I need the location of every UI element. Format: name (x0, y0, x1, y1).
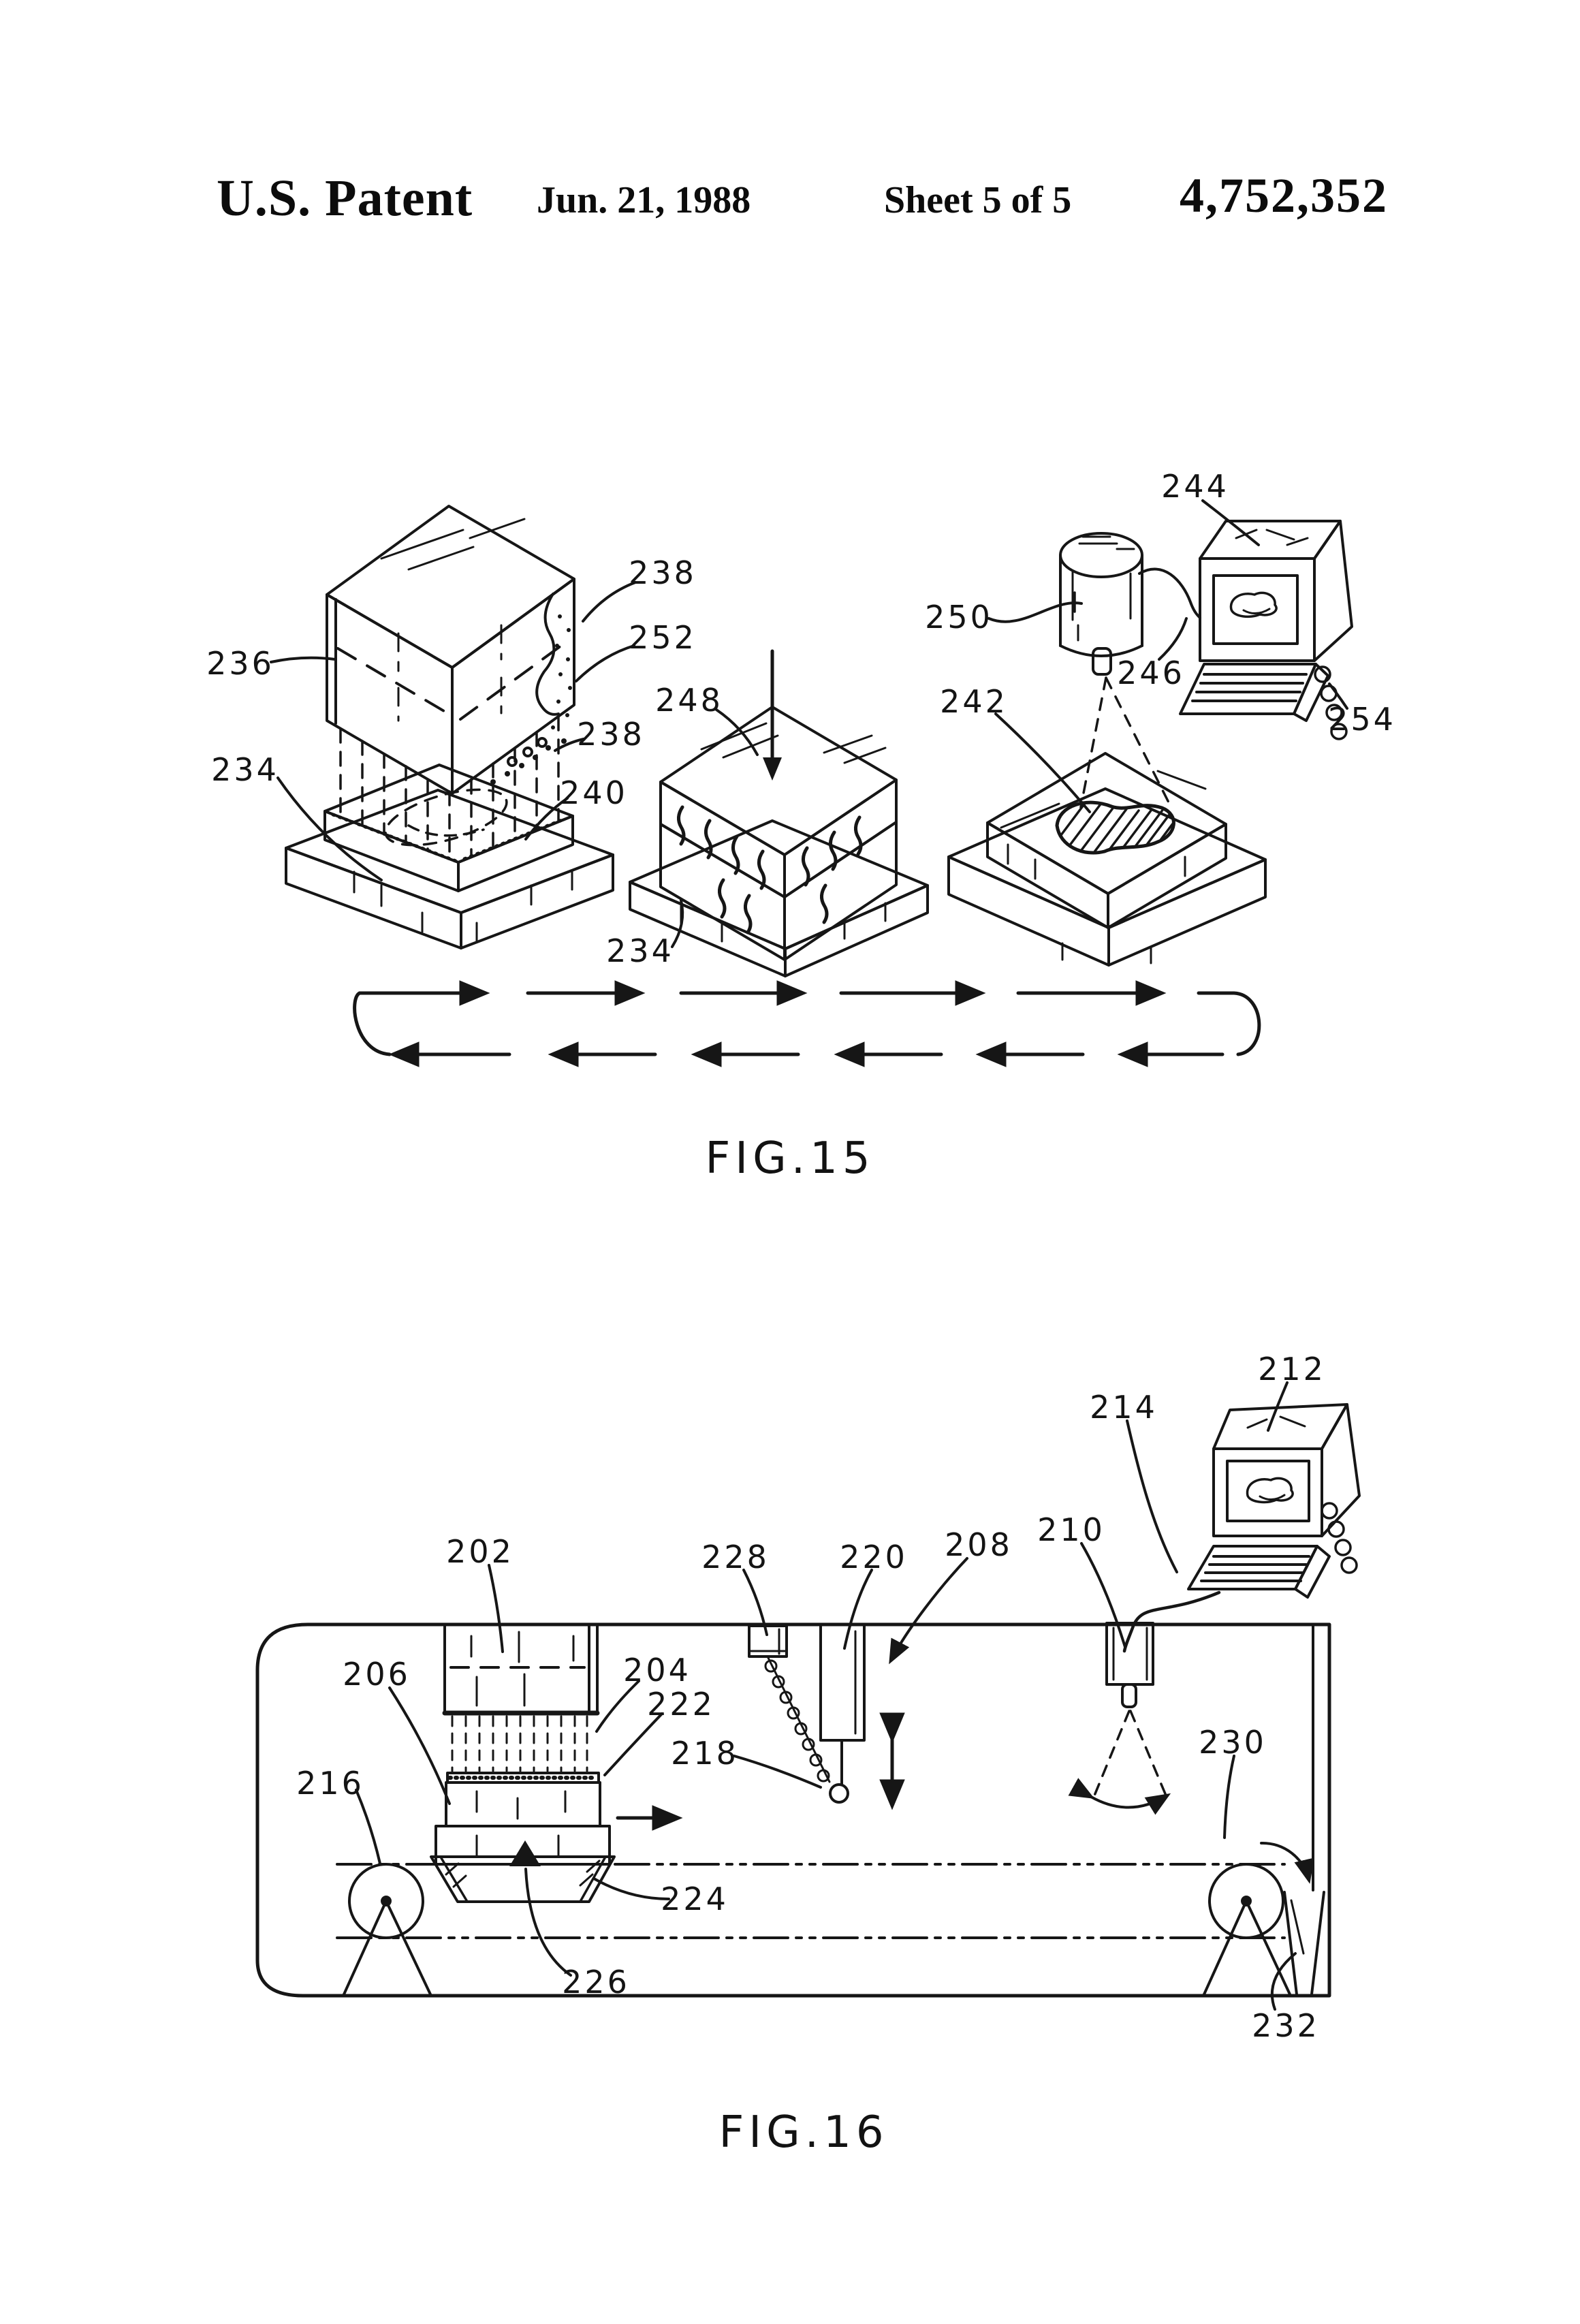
fig16-leveler (749, 1624, 892, 1805)
fig16-caption: FIG.16 (718, 2107, 889, 2158)
ref-label-228: 228 (701, 1539, 770, 1575)
down-arrow-icon (763, 757, 782, 781)
fig16-computer (1124, 1404, 1359, 1651)
keyboard (1180, 664, 1316, 714)
ref-label-206: 206 (343, 1656, 411, 1693)
fig16-housing (257, 1624, 1329, 1996)
fig15-caption: FIG.15 (705, 1133, 875, 1184)
ref-label-254: 254 (1328, 701, 1396, 738)
ref-label-232: 232 (1252, 2007, 1320, 2044)
fig16-leader-lines (356, 1383, 1295, 2009)
ref-label-212: 212 (1258, 1351, 1326, 1387)
light-cone (1081, 678, 1169, 807)
ref-label-214: 214 (1090, 1389, 1158, 1426)
fig15-powder-hopper (327, 506, 574, 794)
patent-header-sheet: Sheet 5 of 5 (884, 179, 1072, 221)
ref-label-246: 246 (1117, 655, 1185, 691)
ref-label-204: 204 (623, 1652, 691, 1689)
fig16-powder-curtain (452, 1716, 587, 1771)
ref-label-234b: 234 (606, 932, 674, 969)
ref-label-216: 216 (296, 1765, 364, 1802)
patent-header-number: 4,752,352 (1180, 168, 1388, 223)
patent-header-title: U.S. Patent (217, 170, 473, 227)
ref-label-238b: 238 (577, 716, 645, 753)
ref-label-202: 202 (446, 1533, 514, 1570)
monitor-screen (1214, 576, 1297, 644)
lamp-cable (1139, 569, 1200, 618)
fig15-part-blob (1049, 794, 1212, 865)
rotation-arrow (1261, 1843, 1309, 1880)
patent-header-date: Jun. 21, 1988 (537, 179, 751, 221)
plunger-housing (821, 1624, 864, 1740)
ref-label-250: 250 (925, 599, 993, 635)
spray-cone (1094, 1711, 1166, 1795)
ref-label-252: 252 (629, 619, 697, 656)
ref-label-242: 242 (940, 683, 1008, 720)
fig16-layer-stack (436, 1773, 678, 1866)
ref-label-208: 208 (945, 1526, 1013, 1563)
ref-label-240: 240 (560, 774, 628, 811)
fig15-build-platform-right (949, 753, 1265, 965)
ref-label-230: 230 (1199, 1724, 1267, 1761)
fig15-conveyor-route (355, 993, 1259, 1054)
ref-label-244: 244 (1161, 468, 1229, 505)
powder-stipple (490, 614, 572, 785)
ref-label-234a: 234 (211, 751, 279, 788)
fig16-hopper (445, 1624, 597, 1713)
ref-label-220: 220 (840, 1539, 908, 1575)
fig16-nozzle (1091, 1623, 1167, 1808)
ref-label-248: 248 (655, 682, 723, 719)
ref-label-238a: 238 (629, 554, 697, 591)
fig16-drawing (257, 1351, 1359, 2158)
fig15-computer (1139, 521, 1352, 739)
ref-label-226: 226 (562, 1964, 630, 2000)
fig16-conveyor (337, 1843, 1309, 1994)
swing-arrow (1091, 1795, 1167, 1808)
fig15-drawing (206, 468, 1396, 1184)
monitor-screen (1227, 1461, 1309, 1521)
ref-label-236: 236 (206, 645, 274, 682)
ref-label-222: 222 (647, 1686, 715, 1723)
ref-label-218: 218 (671, 1735, 739, 1772)
index-pointer (509, 1840, 541, 1866)
ref-label-224: 224 (661, 1881, 729, 1917)
fig16-funnel (1284, 1892, 1324, 1994)
ref-label-210: 210 (1037, 1511, 1105, 1548)
